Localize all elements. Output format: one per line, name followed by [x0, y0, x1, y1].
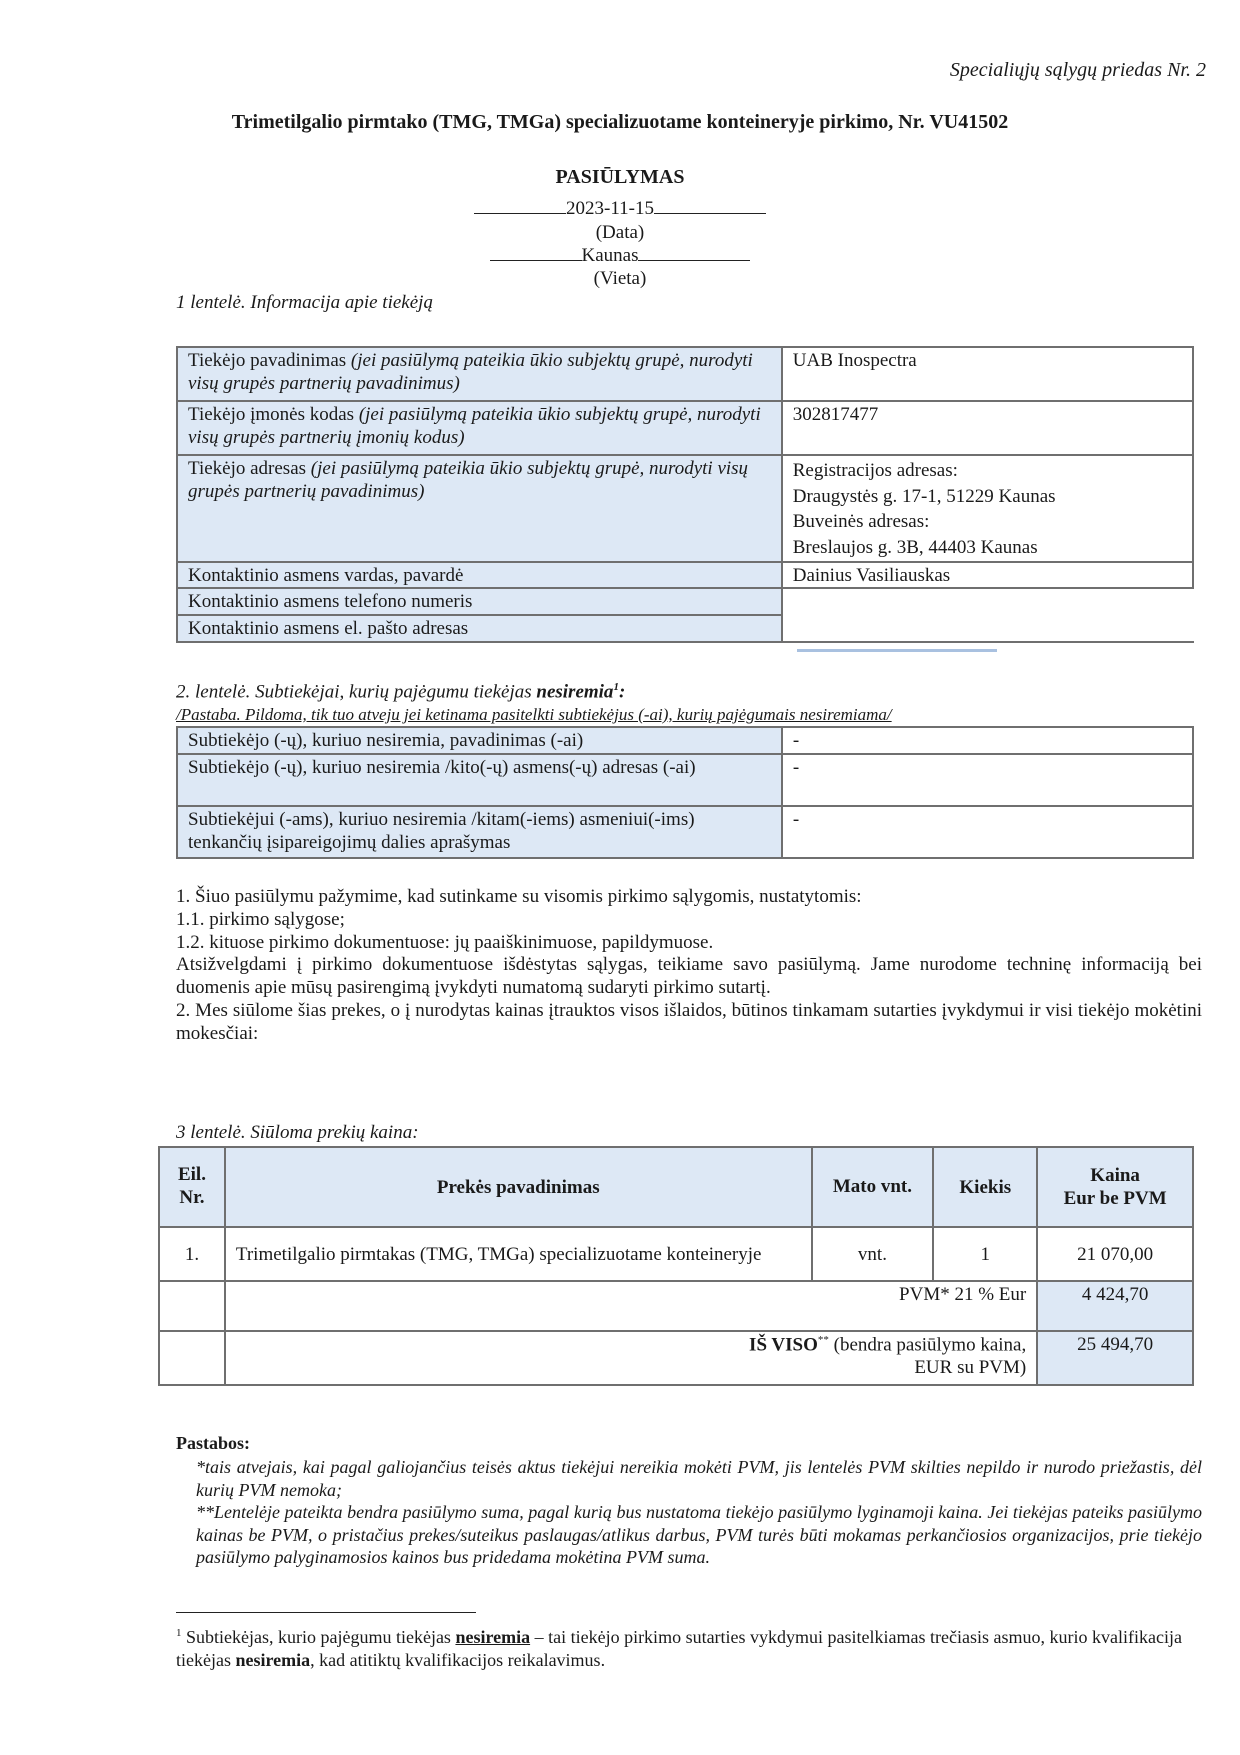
footnote-number: 1 [176, 1627, 182, 1639]
row-value: - [782, 754, 1193, 806]
row-value: - [782, 727, 1193, 754]
document-title: PASIŪLYMAS [555, 166, 685, 188]
table1-caption: 1 lentelė. Informacija apie tiekėją [176, 292, 433, 313]
paragraph: 1. Šiuo pasiūlymu pažymime, kad sutinkame su visomis pirkimo sąlygomis, nustatytomis: [176, 886, 862, 907]
date-line [0, 198, 1240, 221]
paragraph: 1.2. kituose pirkimo dokumentuose: jų paaiškinimuose, papildymuose. [176, 931, 714, 953]
label-cell [177, 401, 782, 455]
table-row [177, 615, 1193, 642]
date-label: (Data) [595, 222, 645, 243]
cell-price: 21 070,00 [1037, 1227, 1193, 1281]
total-row [159, 1331, 1193, 1385]
table2-note: /Pastaba. Pildoma, tik tuo atveju jei ketinama pasitelkti subtiekėjus (-ai), kurių pajėgumais nesiremiama/ [176, 705, 892, 724]
contact-name-label: Kontaktinio asmens vardas, pavardė [177, 562, 782, 589]
paragraph: 2. Mes siūlome šias prekes, o į nurodytas kainas įtrauktos visos išlaidos, būtinos tinkamam sutarties įvykdymui ir visi tiekėjo mokėtini mokesčiai: [176, 999, 1202, 1044]
col-header-unit: Mato vnt. [812, 1147, 934, 1227]
row-hint: (jei pasiūlymą pateikia ūkio subjektų grupė, nurodyti visų grupės partnerių įmonių kodus) [188, 404, 761, 448]
row-hint: (jei pasiūlymą pateikia ūkio subjektų grupė, nurodyti visų grupės partnerių pavadinimus) [188, 458, 749, 502]
date-underline-left [474, 212, 566, 214]
vat-label: PVM* 21 % Eur [225, 1281, 1037, 1331]
label-cell [177, 455, 782, 562]
note-item: *tais atvejais, kai pagal galiojančius teisės aktus tiekėjui nereikia mokėti PVM, jis lentelės PVM skilties nepildo ir nurodo priežastis, dėl kurių PVM nemoka; [196, 1457, 1202, 1500]
contact-email-value-redacted [782, 615, 1193, 642]
footnote-ref: 1 [613, 681, 619, 693]
table2-caption [176, 681, 625, 704]
cell-no: 1. [159, 1227, 225, 1281]
address-line: Breslaujos g. 3B, 44403 Kaunas [792, 536, 1038, 558]
place-value: Kaunas [581, 245, 639, 266]
table-row [177, 455, 1193, 562]
price-header-line: Eur be PVM [1063, 1188, 1167, 1209]
total-value: 25 494,70 [1037, 1331, 1193, 1385]
col-header-price [1037, 1147, 1193, 1227]
row-hint: (jei pasiūlymą pateikia ūkio subjektų grupė, nurodyti visų grupės partnerių pavadinimus) [188, 350, 753, 394]
caption-text: 2. lentelė. Subtiekėjai, kurių pajėgumu tiekėjas [176, 681, 537, 703]
cell-unit: vnt. [812, 1227, 934, 1281]
footnote-text: Subtiekėjas, kurio pajėgumu tiekėjas [181, 1627, 456, 1647]
redaction-remnant [797, 649, 997, 652]
body-paragraphs [176, 886, 1202, 1046]
footnote-text: , kad atitiktų kvalifikacijos reikalavimus. [310, 1650, 606, 1671]
notes-title: Pastabos: [176, 1433, 251, 1453]
total-label-text: (bendra pasiūlymo kaina, [828, 1334, 1027, 1356]
header-row [159, 1147, 1193, 1227]
col-header-name: Prekės pavadinimas [225, 1147, 812, 1227]
row-value: - [782, 806, 1193, 858]
table-row [177, 806, 1193, 858]
table-row [177, 562, 1193, 589]
subcontractors-table [176, 726, 1194, 859]
table-row [177, 347, 1193, 401]
supplier-info-table [176, 346, 1194, 643]
caption-bold: nesiremia [536, 681, 614, 703]
footnote-bold: nesiremia [455, 1627, 531, 1647]
row-label: Subtiekėjui (-ams), kuriuo nesiremia /kitam(-iems) asmeniui(-ims) tenkančių įsipareigojimų dalies aprašymas [177, 806, 782, 858]
vat-row [159, 1281, 1193, 1331]
footnote-ref: ** [817, 1334, 829, 1346]
table-row [177, 754, 1193, 806]
contact-phone-value-redacted [782, 588, 1193, 615]
cell-qty: 1 [933, 1227, 1037, 1281]
notes-list [196, 1456, 1202, 1569]
address-line: Draugystės g. 17-1, 51229 Kaunas [792, 485, 1056, 507]
empty-cell [159, 1281, 225, 1331]
address-line: Registracijos adresas: [792, 460, 958, 481]
col-header-no: Eil. Nr. [159, 1147, 225, 1227]
date-value: 2023-11-15 [566, 198, 654, 219]
row-label: Tiekėjo adresas [188, 458, 311, 479]
empty-cell [159, 1331, 225, 1385]
supplier-name-value: UAB Inospectra [782, 347, 1193, 401]
table-row [177, 727, 1193, 754]
contact-phone-label: Kontaktinio asmens telefono numeris [177, 588, 782, 615]
place-label: (Vieta) [593, 268, 647, 289]
note-item: **Lentelėje pateikta bendra pasiūlymo suma, pagal kurią bus nustatoma tiekėjo pasiūlymo lyginamoji kaina. Jei tiekėjas pateiks pasiūlymo kainas be PVM, o pristačius prekes/suteikus paslaugas/atlikus darbus, PVM turės būti mokamas perkančiosios organizacijos, prie tiekėjo pasiūlymo palyginamosios kainos bus pridedama mokėtina PVM suma. [196, 1502, 1202, 1567]
row-label: Tiekėjo pavadinimas [188, 350, 351, 371]
price-table [158, 1146, 1194, 1386]
company-code-value: 302817477 [782, 401, 1193, 455]
total-label [225, 1331, 1037, 1385]
row-label: Subtiekėjo (-ų), kuriuo nesiremia, pavadinimas (-ai) [177, 727, 782, 754]
label-cell [177, 347, 782, 401]
paragraph: 1.1. pirkimo sąlygose; [176, 908, 345, 930]
address-line: Buveinės adresas: [792, 511, 930, 533]
vat-value: 4 424,70 [1037, 1281, 1193, 1331]
procurement-title: Trimetilgalio pirmtako (TMG, TMGa) specializuotame konteineryje pirkimo, Nr. VU41502 [231, 111, 1009, 133]
place-underline-left [490, 259, 582, 261]
row-label: Subtiekėjo (-ų), kuriuo nesiremia /kito(-ų) asmens(-ų) adresas (-ai) [177, 754, 782, 806]
address-value [782, 455, 1193, 562]
footnote-text: – tai tiekėjo pirkimo sutarties vykdymui pasitelkiamas trečiasis asmuo, kurio kvalifikacija tiekėjas [176, 1627, 1182, 1671]
paragraph: Atsižvelgdami į pirkimo dokumentuose išdėstytas sąlygas, teikiame savo pasiūlymą. Jame nurodome techninę informaciją bei duomenis apie mūsų pasirengimą įvykdyti numatomą sudaryti pirkimo sutartį. [176, 954, 1202, 999]
table-row [159, 1227, 1193, 1281]
price-header-line: Kaina [1090, 1165, 1140, 1187]
footnote [176, 1626, 1216, 1673]
col-header-qty: Kiekis [933, 1147, 1037, 1227]
row-label: Tiekėjo įmonės kodas [188, 404, 359, 425]
contact-email-label: Kontaktinio asmens el. pašto adresas [177, 615, 782, 642]
place-line [0, 245, 1240, 268]
cell-name: Trimetilgalio pirmtakas (TMG, TMGa) specializuotame konteineryje [225, 1227, 812, 1281]
place-underline-right [638, 259, 750, 261]
date-underline-right [654, 212, 766, 214]
table-row [177, 588, 1193, 615]
table-row [177, 401, 1193, 455]
caption-suffix: : [618, 681, 626, 703]
footnote-divider [176, 1612, 476, 1613]
table3-caption: 3 lentelė. Siūloma prekių kaina: [176, 1122, 419, 1143]
contact-name-value: Dainius Vasiliauskas [782, 562, 1193, 589]
total-label-text: EUR su PVM) [914, 1357, 1027, 1379]
annex-label: Specialiųjų sąlygų priedas Nr. 2 [949, 59, 1206, 81]
footnote-bold: nesiremia [235, 1650, 311, 1671]
total-label-bold: IŠ VISO [749, 1334, 818, 1356]
